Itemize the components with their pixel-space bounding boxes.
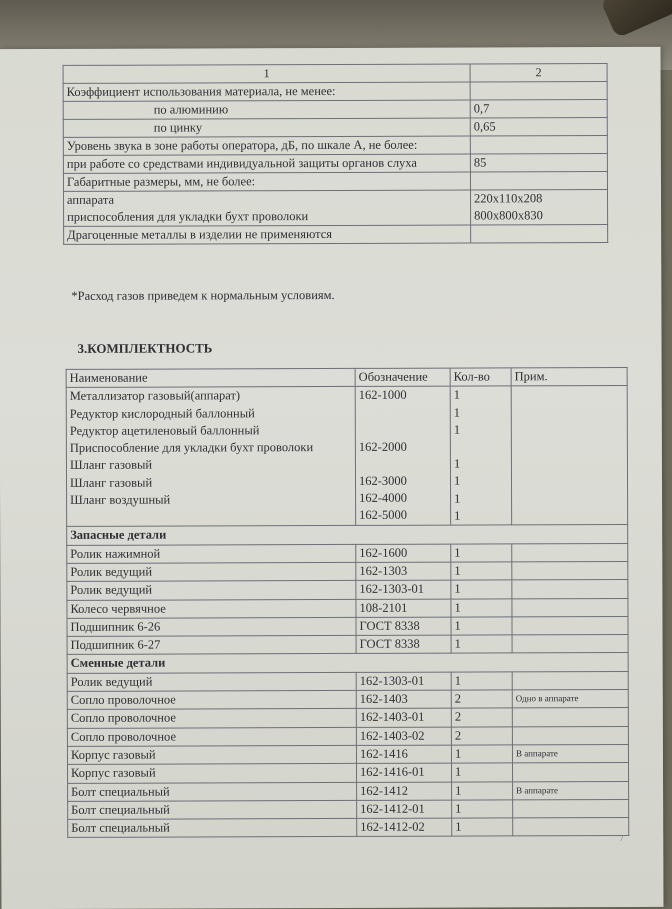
item-note — [512, 708, 628, 727]
page-number: 7 — [619, 832, 624, 843]
row-label: по алюминию — [63, 100, 470, 119]
document-page — [0, 47, 663, 909]
row-value — [471, 225, 608, 243]
names-cell — [66, 387, 355, 527]
item-name: Подшипник 6-27 — [67, 636, 356, 655]
item-qty: 1 — [452, 818, 513, 837]
spacer — [359, 404, 447, 438]
row-value: 0,65 — [470, 118, 607, 136]
row-value — [470, 136, 607, 154]
note-cell — [511, 386, 627, 525]
footnote: *Расход газов приведем к нормальным условиям. — [71, 287, 335, 303]
item-qty: 1 — [451, 617, 512, 636]
item-name: Редуктор кислородный баллонный — [69, 405, 255, 421]
row-value: 85 — [470, 154, 607, 172]
item-qty: 1 — [453, 405, 461, 420]
item-name: Болт специальный — [68, 782, 357, 801]
table-row — [63, 190, 607, 227]
item-name: Ролик ведущий — [67, 581, 356, 600]
item-name: Шланг воздушный — [70, 492, 171, 507]
row-value-a: 220х110х208 — [474, 191, 543, 206]
column-1-header: 1 — [63, 64, 470, 83]
subheader-row — [67, 525, 628, 545]
item-name: Ролик ведущий — [67, 672, 356, 691]
item-code: 162-4000 — [359, 490, 408, 506]
row-label: по цинку — [63, 118, 470, 137]
spacer — [359, 455, 447, 472]
header-qty: Кол-во — [450, 368, 511, 387]
item-code: 162-1303 — [356, 562, 451, 581]
header-name: Наименование — [66, 368, 355, 387]
table-row — [63, 136, 607, 156]
row-label: Драгоценные металлы в изделии не применяются — [64, 225, 471, 244]
item-qty: 1 — [454, 491, 461, 506]
item-name: Сопло проволочное — [67, 727, 356, 746]
item-code: 162-2000 — [358, 439, 407, 454]
item-code: 162-1403-02 — [356, 727, 451, 746]
table-row — [63, 154, 607, 174]
subheader-row — [67, 653, 628, 673]
table-row — [68, 781, 629, 801]
item-qty: 2 — [451, 690, 512, 709]
item-code: 162-1303-01 — [356, 580, 451, 599]
item-qty: 1 — [452, 800, 513, 819]
row-label: Габаритные размеры, мм, не более: — [63, 172, 470, 191]
item-qty: 1 — [451, 580, 512, 599]
table-row — [67, 726, 628, 746]
item-qty: 1 — [453, 456, 461, 471]
item-note — [512, 763, 628, 782]
item-qty: 1 — [454, 508, 461, 523]
main-items-block — [66, 386, 627, 527]
item-name: Колесо червячное — [67, 599, 356, 618]
row-value — [470, 172, 607, 190]
item-code: 162-1416-01 — [356, 763, 451, 782]
table-row — [67, 635, 628, 655]
item-name: Ролик нажимной — [67, 544, 356, 563]
qty-cell — [450, 386, 511, 525]
item-qty: 1 — [451, 598, 512, 617]
item-note — [512, 726, 628, 745]
technical-table — [63, 63, 609, 245]
row-label: Уровень звука в зоне работы оператора, дБ, по шкале А, не более: — [63, 136, 470, 155]
item-qty: 1 — [452, 781, 513, 800]
table-row — [67, 543, 628, 563]
item-code: 162-1600 — [356, 544, 451, 563]
row-value: 0,7 — [470, 100, 607, 118]
header-note: Прим. — [511, 367, 627, 386]
table-row — [67, 616, 628, 636]
item-name: Болт специальный — [68, 800, 357, 819]
item-note — [512, 616, 628, 635]
item-note — [513, 818, 629, 837]
table-row — [67, 561, 628, 581]
item-note: В аппарате — [513, 781, 629, 800]
item-note: Одно в аппарате — [512, 690, 628, 709]
item-qty: 1 — [451, 672, 512, 691]
row-label: при работе со средствами индивидуальной защиты органов слуха — [63, 154, 470, 173]
item-name: Шланг газовый — [69, 475, 153, 490]
table-row — [64, 225, 608, 245]
item-name: Сопло проволочное — [67, 690, 356, 709]
spacer — [454, 439, 508, 456]
row-label: Коэффициент использования материала, не менее: — [63, 82, 470, 101]
header-code: Обозначение — [355, 368, 450, 387]
replacement-parts-title: Сменные детали — [67, 653, 628, 673]
table-row — [63, 172, 607, 192]
row-value-b: 800х800х830 — [474, 208, 543, 223]
item-qty: 1 — [451, 562, 512, 581]
item-qty: 1 — [453, 474, 461, 489]
section-title: 3.КОМПЛЕКТНОСТЬ — [77, 340, 213, 356]
table-row — [67, 763, 628, 783]
item-qty: 2 — [451, 727, 512, 746]
item-code: 162-1412-01 — [357, 800, 452, 819]
row-label-a: аппарата — [67, 192, 115, 207]
item-note — [512, 598, 628, 617]
item-name: Сопло проволочное — [67, 709, 356, 728]
table-row — [63, 82, 607, 102]
item-code: ГОСТ 8338 — [356, 617, 451, 636]
item-qty: 1 — [451, 745, 512, 764]
item-code: 108-2101 — [356, 599, 451, 618]
item-note — [513, 799, 629, 818]
item-note — [512, 543, 628, 562]
row-label-b: приспособления для укладки бухт проволоки — [67, 209, 309, 224]
item-code: 162-1303-01 — [356, 672, 451, 691]
column-2-header: 2 — [470, 64, 607, 82]
table-header-row — [66, 367, 627, 387]
item-code: 162-3000 — [358, 473, 407, 488]
table-row — [67, 671, 628, 691]
item-note — [512, 635, 628, 654]
table-row — [67, 690, 628, 710]
item-note — [512, 580, 628, 599]
table-row — [67, 744, 628, 764]
item-code: ГОСТ 8338 — [356, 635, 451, 654]
item-qty: 2 — [451, 708, 512, 727]
codes-cell — [355, 386, 450, 525]
item-qty: 1 — [451, 763, 512, 782]
item-name: Болт специальный — [68, 819, 357, 838]
item-code: 162-1412 — [357, 782, 452, 801]
completeness-table — [66, 367, 630, 838]
table-row — [63, 100, 607, 120]
item-code: 162-1403-01 — [356, 708, 451, 727]
item-code: 162-1416 — [356, 745, 451, 764]
item-code: 162-1412-02 — [357, 818, 452, 837]
row-label — [63, 190, 470, 226]
item-name: Редуктор ацетиленовый баллонный — [69, 423, 260, 438]
item-name: Приспособление для укладки бухт проволоки — [69, 440, 314, 456]
table-row — [67, 598, 628, 618]
item-note — [512, 561, 628, 580]
item-code: 162-1403 — [356, 690, 451, 709]
item-name: Подшипник 6-26 — [67, 617, 356, 636]
item-name: Ролик ведущий — [67, 562, 356, 581]
item-code: 162-1000 — [358, 388, 407, 403]
table-row — [68, 799, 629, 819]
table-row — [67, 580, 628, 600]
table-header-row — [63, 64, 607, 84]
item-code: 162-5000 — [359, 508, 408, 523]
table-row — [67, 708, 628, 728]
item-qty: 1 — [453, 422, 461, 437]
table-row — [63, 118, 607, 138]
spare-parts-title: Запасные детали — [67, 525, 628, 545]
item-qty: 1 — [451, 635, 512, 654]
table-row — [68, 818, 629, 838]
item-name: Металлизатор газовый(аппарат) — [69, 388, 241, 404]
item-qty: 1 — [453, 387, 460, 402]
item-note — [512, 671, 628, 690]
row-value — [470, 190, 607, 225]
row-value — [470, 82, 607, 100]
item-name: Корпус газовый — [67, 745, 356, 764]
item-name: Шланг газовый — [69, 458, 153, 473]
item-name: Корпус газовый — [67, 764, 356, 783]
item-note: В аппарате — [512, 744, 628, 763]
item-qty: 1 — [451, 544, 512, 563]
